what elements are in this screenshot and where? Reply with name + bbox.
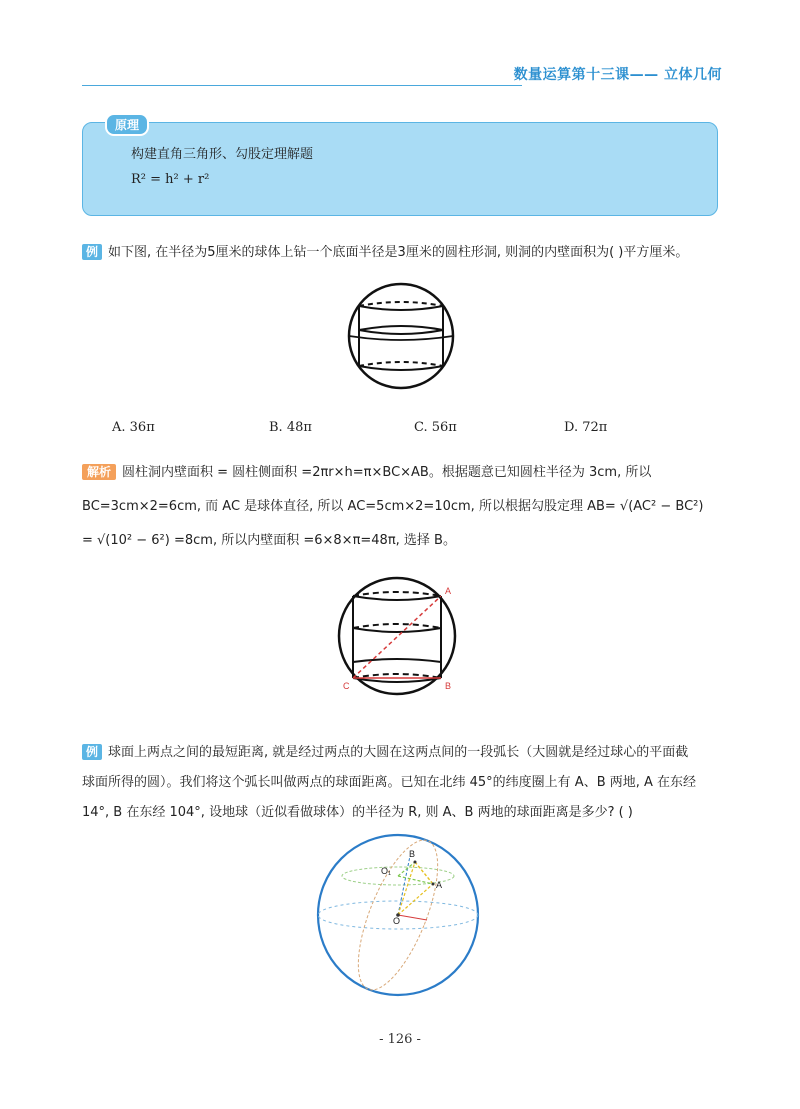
label-c: C — [343, 681, 350, 691]
example2-tag: 例 — [82, 744, 102, 760]
globe-figure — [315, 832, 481, 998]
principle-box — [82, 118, 718, 216]
example2-line2: 球面所得的圆）。我们将这个弧长叫做两点的球面距离。已知在北纬 45°的纬度圈上有 A、B 两地, A 在东经 — [82, 775, 697, 790]
page-header — [82, 64, 722, 86]
label-o1: O₁ — [381, 866, 392, 876]
principle-text: 构建直角三角形、勾股定理解题 — [131, 147, 314, 162]
label-b: B — [409, 849, 416, 859]
analysis-line3: = √(10² − 6²) =8cm, 所以内壁面积 =6×8×π=48π, 选择 B。 — [82, 533, 456, 548]
option-b: B. 48π — [269, 420, 312, 435]
analysis-line2: BC=3cm×2=6cm, 而 AC 是球体直径, 所以 AC=5cm×2=10cm, 所以根据勾股定理 AB= √(AC² − BC²) — [82, 499, 704, 514]
header-rule — [82, 85, 522, 86]
page-number: - 126 - — [379, 1032, 421, 1047]
label-a: A — [445, 586, 452, 596]
example1-tag: 例 — [82, 244, 102, 260]
label-a: A — [436, 880, 443, 890]
option-a: A. 36π — [112, 420, 155, 435]
label-o: O — [393, 916, 401, 926]
label-b: B — [445, 681, 452, 691]
example2-question — [82, 738, 722, 828]
option-d: D. 72π — [564, 420, 608, 435]
example1-question — [82, 243, 722, 263]
principle-tag: 原理 — [105, 113, 149, 136]
sphere-cylinder-figure — [335, 572, 465, 700]
example2-line3: 14°, B 在东经 104°, 设地球（近似看做球体）的半径为 R, 则 A、B 两地的球面距离是多少? ( ) — [82, 805, 633, 820]
header-title: 数量运算第十三课—— 立体几何 — [513, 67, 722, 83]
analysis-tag: 解析 — [82, 464, 116, 480]
example2-line1: 球面上两点之间的最短距离, 就是经过两点的大圆在这两点间的一段弧长（大圆就是经过球心的平面截 — [108, 745, 689, 760]
analysis-block — [82, 456, 722, 558]
principle-formula: R² = h² + r² — [131, 172, 210, 187]
analysis-line1: 圆柱洞内壁面积 = 圆柱侧面积 =2πr×h=π×BC×AB。根据题意已知圆柱半径为 3cm, 所以 — [122, 465, 652, 480]
example1-text: 如下图, 在半径为5厘米的球体上钻一个底面半径是3厘米的圆柱形洞, 则洞的内壁面积为( )平方厘米。 — [108, 245, 689, 260]
sphere-hole-figure — [345, 280, 457, 392]
option-c: C. 56π — [414, 420, 457, 435]
